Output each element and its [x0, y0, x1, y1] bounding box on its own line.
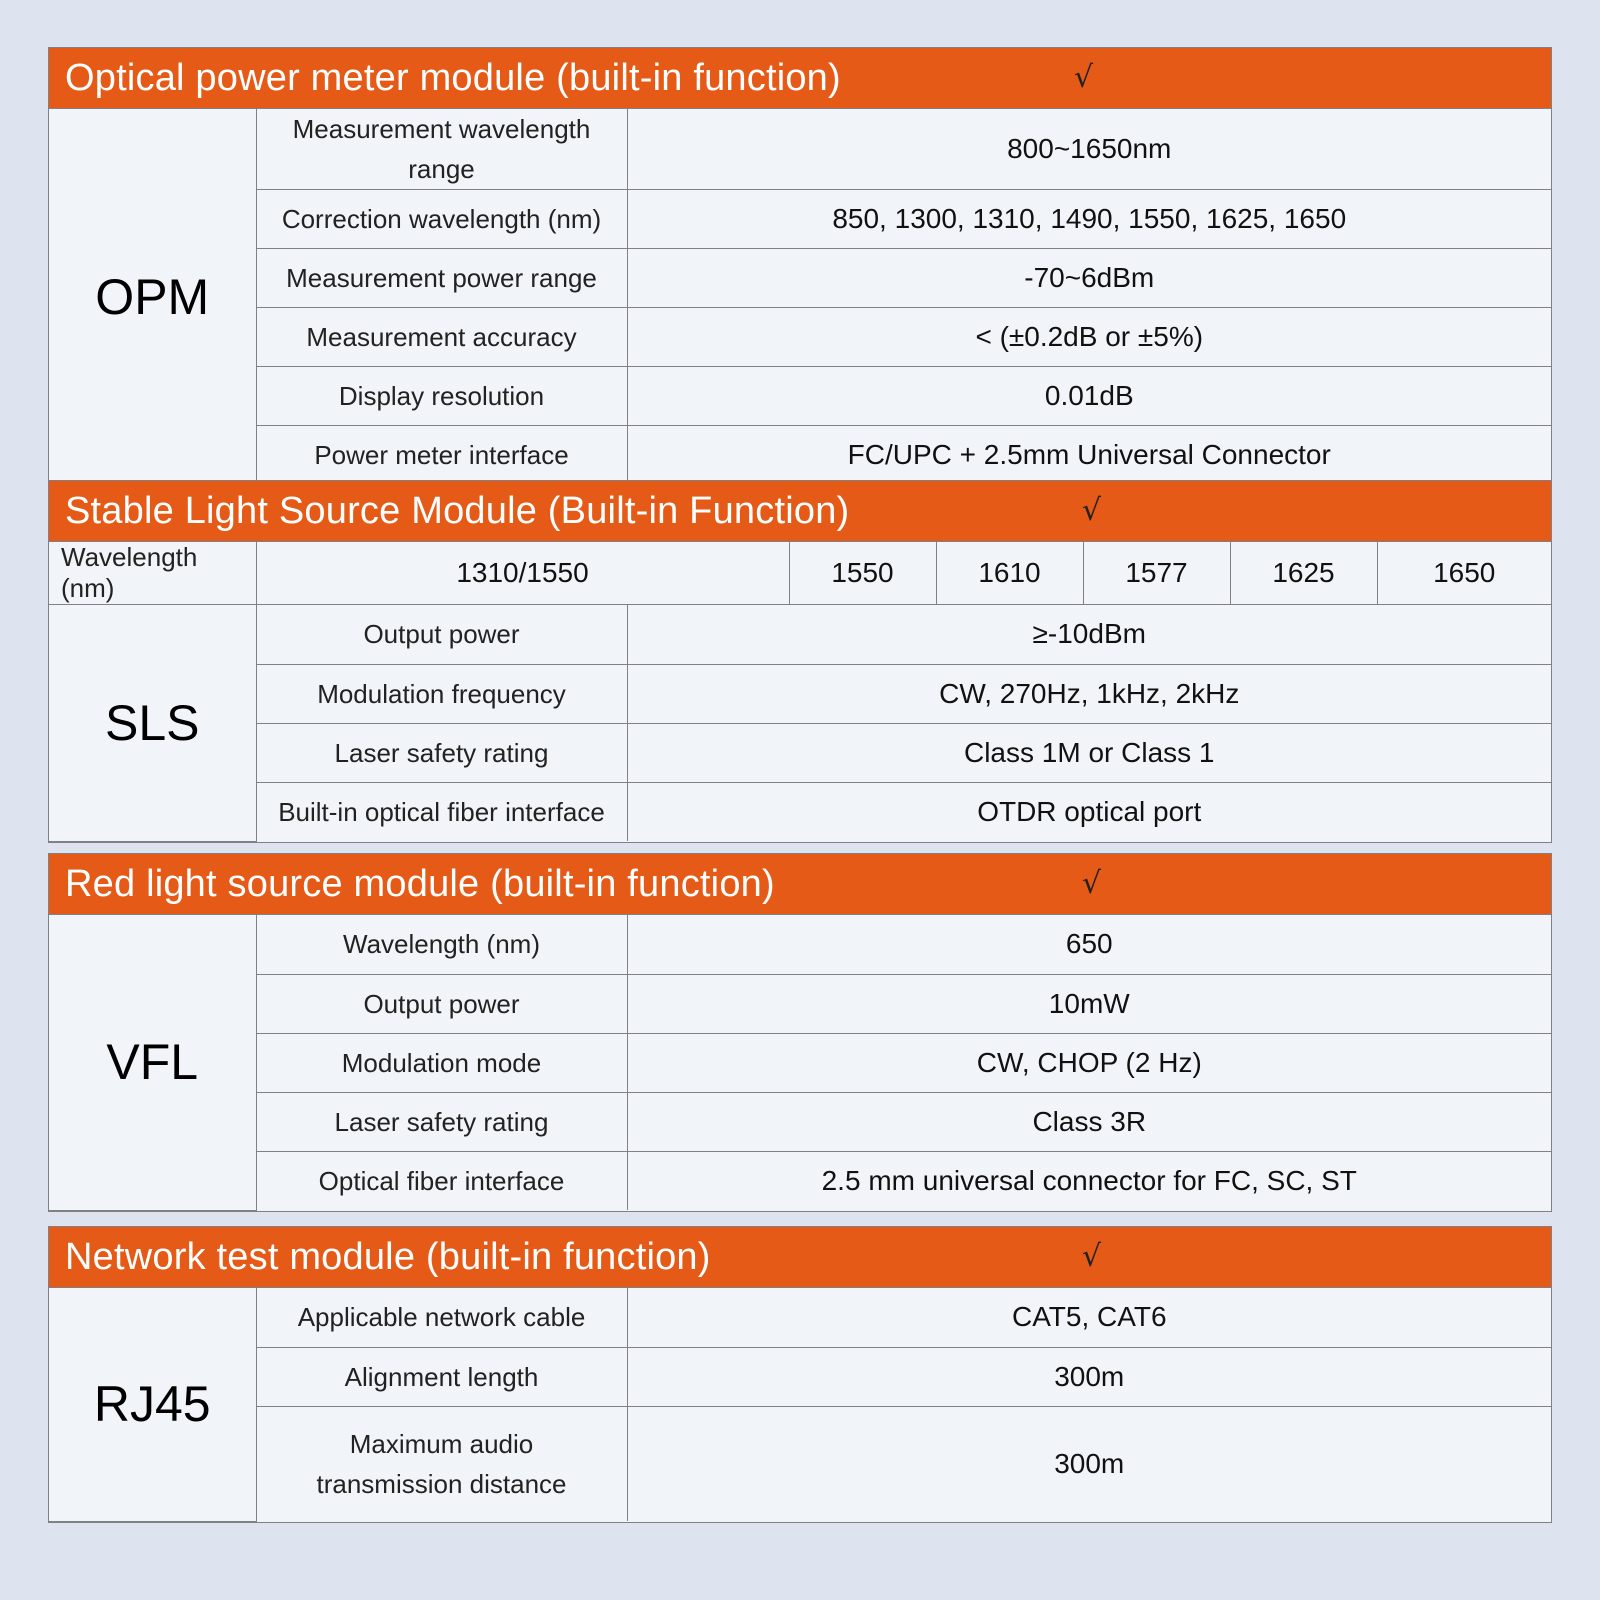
rj45-abbr: RJ45 [49, 1288, 256, 1521]
sls-wavelength-cell: 1625 [1230, 542, 1377, 605]
opm-row-value: FC/UPC + 2.5mm Universal Connector [627, 426, 1551, 485]
sls-section [48, 480, 1552, 843]
vfl-row-value: CW, CHOP (2 Hz) [627, 1033, 1551, 1092]
vfl-row-value: Class 3R [627, 1092, 1551, 1151]
vfl-row-value: 650 [627, 915, 1551, 974]
opm-header [49, 48, 1551, 109]
vfl-abbr: VFL [49, 915, 256, 1210]
sls-row-value: Class 1M or Class 1 [627, 723, 1551, 782]
opm-row-label: Correction wavelength (nm) [256, 190, 627, 249]
vfl-check-mark: √ [1082, 866, 1102, 901]
vfl-row-label: Modulation mode [256, 1033, 627, 1092]
vfl-row-label: Wavelength (nm) [256, 915, 627, 974]
sls-row-label: Modulation frequency [256, 664, 627, 723]
opm-section [48, 47, 1552, 486]
sls-check-mark: √ [1082, 493, 1102, 528]
rj45-row-label: Maximum audio transmission distance [256, 1406, 627, 1521]
rj45-row-label: Alignment length [256, 1347, 627, 1406]
vfl-row-label: Optical fiber interface [256, 1151, 627, 1210]
opm-row-value: < (±0.2dB or ±5%) [627, 308, 1551, 367]
opm-title: Optical power meter module (built-in function) [65, 57, 841, 99]
sls-row-label: Output power [256, 605, 627, 664]
vfl-header [49, 854, 1551, 915]
opm-row-value: -70~6dBm [627, 249, 1551, 308]
sls-title: Stable Light Source Module (Built-in Function) [65, 490, 850, 532]
rj45-row-value: 300m [627, 1347, 1551, 1406]
sls-header [49, 481, 1551, 542]
rj45-section [48, 1226, 1552, 1523]
vfl-row-label: Output power [256, 974, 627, 1033]
opm-row-value: 850, 1300, 1310, 1490, 1550, 1625, 1650 [627, 190, 1551, 249]
vfl-row-label: Laser safety rating [256, 1092, 627, 1151]
sls-wavelength-cell: 1310/1550 [256, 542, 789, 605]
opm-row-label: Power meter interface [256, 426, 627, 485]
opm-row-value: 0.01dB [627, 367, 1551, 426]
rj45-title: Network test module (built-in function) [65, 1236, 711, 1278]
sls-row-value: CW, 270Hz, 1kHz, 2kHz [627, 664, 1551, 723]
opm-abbr: OPM [49, 109, 256, 485]
sls-wavelength-cell: 1610 [936, 542, 1083, 605]
sls-wavelength-cell: 1650 [1377, 542, 1551, 605]
rj45-table [49, 1288, 1551, 1522]
opm-row-value: 800~1650nm [627, 109, 1551, 190]
rj45-row-value: CAT5, CAT6 [627, 1288, 1551, 1347]
rj45-check-mark: √ [1082, 1239, 1102, 1274]
opm-row-label: Display resolution [256, 367, 627, 426]
rj45-header [49, 1227, 1551, 1288]
sls-wavelength-cell: 1577 [1083, 542, 1230, 605]
opm-row-label: Measurement wavelength range [256, 109, 627, 190]
rj45-row-value: 300m [627, 1406, 1551, 1521]
vfl-row-value: 2.5 mm universal connector for FC, SC, ST [627, 1151, 1551, 1210]
opm-row-label: Measurement accuracy [256, 308, 627, 367]
sls-table [49, 605, 1551, 842]
vfl-table [49, 915, 1551, 1211]
opm-row-label: Measurement power range [256, 249, 627, 308]
vfl-section [48, 853, 1552, 1212]
sls-row-label: Laser safety rating [256, 723, 627, 782]
sls-row-value: ≥-10dBm [627, 605, 1551, 664]
opm-check-mark: √ [1074, 60, 1094, 95]
rj45-row-label: Applicable network cable [256, 1288, 627, 1347]
vfl-row-value: 10mW [627, 974, 1551, 1033]
sls-abbr: SLS [49, 605, 256, 841]
sls-wavelength-cell: 1550 [789, 542, 936, 605]
sls-row-label: Built-in optical fiber interface [256, 782, 627, 841]
vfl-title: Red light source module (built-in function) [65, 863, 775, 905]
opm-table [49, 109, 1551, 485]
sls-row-value: OTDR optical port [627, 782, 1551, 841]
sls-wavelength-label: Wavelength (nm) [49, 542, 256, 605]
sls-wavelength-table [49, 542, 1551, 605]
